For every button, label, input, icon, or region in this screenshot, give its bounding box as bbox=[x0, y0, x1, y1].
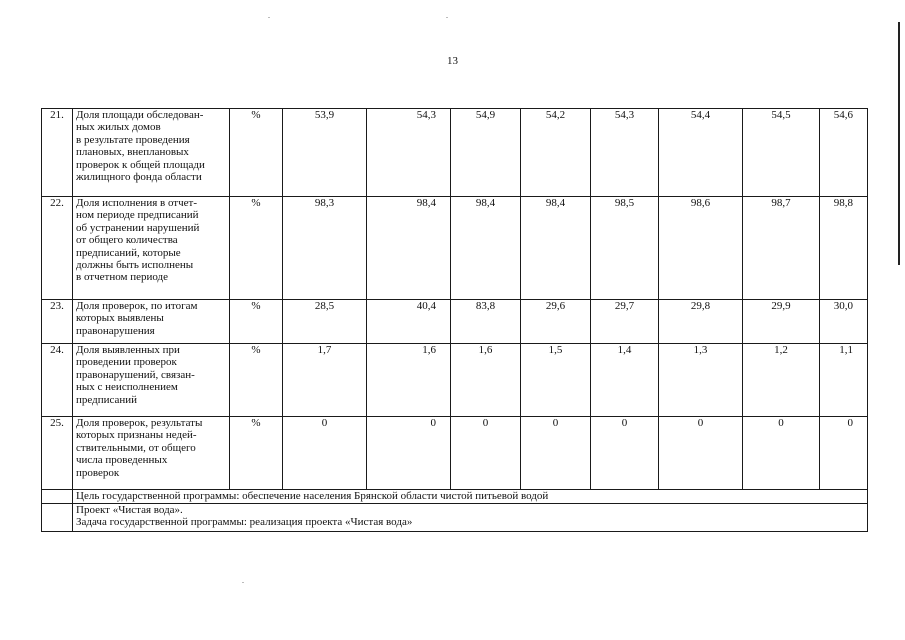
indicator-name-line: в отчетном периоде bbox=[76, 271, 169, 284]
project-row bbox=[42, 504, 868, 532]
value-cell: 54,3 bbox=[367, 109, 451, 197]
value-cell: 29,9 bbox=[743, 300, 820, 344]
indicator-name bbox=[73, 109, 230, 197]
value-cell: 0 bbox=[451, 417, 521, 490]
row-number: 23. bbox=[42, 300, 73, 344]
indicator-name-line: Доля исполнения в отчет- bbox=[76, 197, 197, 209]
margin-rule bbox=[898, 22, 900, 265]
indicator-name-line: проверок bbox=[76, 466, 120, 479]
indicator-name-line: предписаний bbox=[76, 393, 138, 406]
value-cell: 0 bbox=[591, 417, 659, 490]
value-cell: 29,6 bbox=[521, 300, 591, 344]
unit-cell: % bbox=[230, 417, 283, 490]
indicator-name-line: жилищного фонда области bbox=[76, 171, 202, 184]
value-cell: 1,3 bbox=[659, 344, 743, 417]
value-cell: 98,4 bbox=[521, 197, 591, 300]
value-cell: 30,0 bbox=[820, 300, 868, 344]
value-cell: 0 bbox=[367, 417, 451, 490]
indicator-name bbox=[73, 300, 230, 344]
project-task: Задача государственной программы: реализация проекта «Чистая вода» bbox=[76, 516, 413, 529]
scan-speck bbox=[446, 17, 448, 18]
value-cell: 98,4 bbox=[451, 197, 521, 300]
indicator-name bbox=[73, 344, 230, 417]
indicator-name-line: которых признаны недей- bbox=[76, 429, 197, 442]
indicators-body bbox=[42, 109, 868, 532]
value-cell: 54,9 bbox=[451, 109, 521, 197]
indicator-name bbox=[73, 197, 230, 300]
table-row bbox=[42, 300, 868, 344]
value-cell: 40,4 bbox=[367, 300, 451, 344]
value-cell: 98,6 bbox=[659, 197, 743, 300]
value-cell: 29,8 bbox=[659, 300, 743, 344]
goal-row bbox=[42, 490, 868, 504]
table-row bbox=[42, 197, 868, 300]
unit-cell: % bbox=[230, 197, 283, 300]
indicator-name-line: Доля площади обследован- bbox=[76, 109, 204, 121]
indicator-name bbox=[73, 417, 230, 490]
indicator-name-line: должны быть исполнены bbox=[76, 259, 194, 272]
unit-cell: % bbox=[230, 344, 283, 417]
value-cell: 1,2 bbox=[743, 344, 820, 417]
project-text bbox=[73, 504, 868, 532]
indicator-name-line: об устранении нарушений bbox=[76, 221, 200, 234]
goal-text: Цель государственной программы: обеспечение населения Брянской области чистой питьевой водой bbox=[73, 490, 868, 504]
value-cell: 54,5 bbox=[743, 109, 820, 197]
indicator-name-line: ных жилых домов bbox=[76, 121, 161, 134]
indicator-name-line: проведении проверок bbox=[76, 356, 177, 369]
row-number bbox=[42, 490, 73, 504]
value-cell: 53,9 bbox=[283, 109, 367, 197]
row-number: 24. bbox=[42, 344, 73, 417]
value-cell: 54,4 bbox=[659, 109, 743, 197]
project-name: Проект «Чистая вода». bbox=[76, 504, 183, 516]
value-cell: 1,1 bbox=[820, 344, 868, 417]
value-cell: 1,4 bbox=[591, 344, 659, 417]
value-cell: 98,4 bbox=[367, 197, 451, 300]
value-cell: 0 bbox=[659, 417, 743, 490]
value-cell: 1,6 bbox=[451, 344, 521, 417]
indicator-name-line: которых выявлены bbox=[76, 312, 164, 325]
value-cell: 0 bbox=[521, 417, 591, 490]
value-cell: 0 bbox=[743, 417, 820, 490]
value-cell: 98,3 bbox=[283, 197, 367, 300]
row-number: 21. bbox=[42, 109, 73, 197]
scan-speck bbox=[242, 582, 244, 583]
row-number bbox=[42, 504, 73, 532]
indicator-name-line: Доля выявленных при bbox=[76, 344, 180, 356]
value-cell: 98,5 bbox=[591, 197, 659, 300]
indicator-name-line: ных с неисполнением bbox=[76, 381, 178, 394]
value-cell: 98,7 bbox=[743, 197, 820, 300]
indicator-name-line: предписаний, которые bbox=[76, 246, 181, 259]
unit-cell: % bbox=[230, 109, 283, 197]
indicator-name-line: ствительными, от общего bbox=[76, 441, 196, 454]
table-row bbox=[42, 109, 868, 197]
indicator-name-line: от общего количества bbox=[76, 234, 178, 247]
value-cell: 54,6 bbox=[820, 109, 868, 197]
table-row bbox=[42, 344, 868, 417]
indicator-name-line: Доля проверок, результаты bbox=[76, 417, 203, 429]
indicator-name-line: в результате проведения bbox=[76, 133, 190, 146]
value-cell: 1,6 bbox=[367, 344, 451, 417]
page-number: 13 bbox=[447, 55, 458, 67]
row-number: 25. bbox=[42, 417, 73, 490]
indicators-table bbox=[41, 108, 868, 532]
value-cell: 1,7 bbox=[283, 344, 367, 417]
value-cell: 54,2 bbox=[521, 109, 591, 197]
value-cell: 0 bbox=[283, 417, 367, 490]
value-cell: 83,8 bbox=[451, 300, 521, 344]
indicator-name-line: правонарушений, связан- bbox=[76, 368, 195, 381]
value-cell: 1,5 bbox=[521, 344, 591, 417]
unit-cell: % bbox=[230, 300, 283, 344]
value-cell: 54,3 bbox=[591, 109, 659, 197]
indicator-name-line: плановых, внеплановых bbox=[76, 146, 189, 159]
table-row bbox=[42, 417, 868, 490]
value-cell: 28,5 bbox=[283, 300, 367, 344]
value-cell: 98,8 bbox=[820, 197, 868, 300]
row-number: 22. bbox=[42, 197, 73, 300]
indicator-name-line: ном периоде предписаний bbox=[76, 209, 199, 222]
value-cell: 29,7 bbox=[591, 300, 659, 344]
scan-speck bbox=[268, 17, 270, 18]
indicator-name-line: Доля проверок, по итогам bbox=[76, 300, 198, 312]
indicator-name-line: проверок к общей площади bbox=[76, 158, 205, 171]
indicator-name-line: правонарушения bbox=[76, 324, 155, 337]
indicator-name-line: числа проведенных bbox=[76, 454, 168, 467]
value-cell: 0 bbox=[820, 417, 868, 490]
